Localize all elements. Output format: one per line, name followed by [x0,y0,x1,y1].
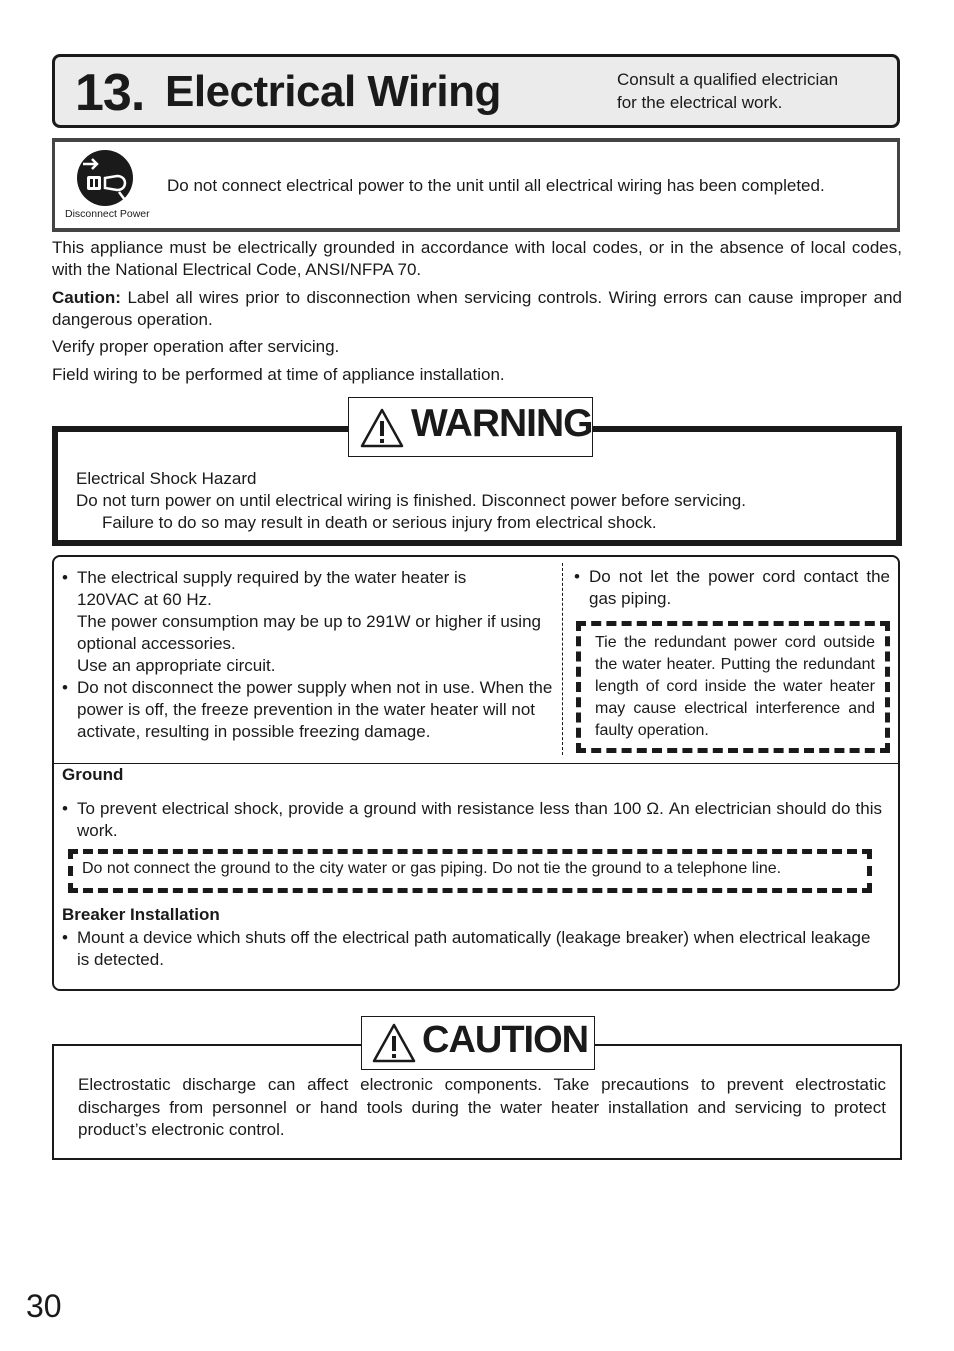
breaker-heading: Breaker Installation [62,905,220,924]
column-divider [562,563,563,755]
disconnect-power-icon [75,148,135,208]
disconnect-power-text: Do not connect electrical power to the unit until all electrical wiring has been completed. [167,176,825,195]
caution-text: Electrostatic discharge can affect electronic components. Take precautions to prevent electrostatic discharges from personnel or hand tools during the water heater installation and servicing to protect product’s electronic control. [78,1075,886,1139]
header-note-line1: Consult a qualified electrician [617,70,839,89]
ground-note-box [68,849,872,893]
page-number: 30 [26,1288,62,1324]
ground-bullet: • To prevent electrical shock, provide a ground with resistance less than 100 Ω. An electrician should do this work. [62,798,882,842]
ground-heading: Ground [62,765,124,784]
divider-line [54,763,898,764]
grounding-paragraph: This appliance must be electrically grounded in accordance with local codes, or in the absence of local codes, with the National Electrical Code, ANSI/NFPA 70. [52,238,902,279]
header-note-line2: for the electrical work. [617,93,783,112]
breaker-text-block [62,927,882,971]
section-header [52,54,900,128]
verify-paragraph: Verify proper operation after servicing. [52,337,340,356]
section-title: Electrical Wiring [165,67,501,116]
supply-line1: • The electrical supply required by the water heater is [77,568,467,587]
caution-word: CAUTION [422,1019,589,1061]
breaker-bullet: • Mount a device which shuts off the electrical path automatically (leakage breaker) when electrical leakage is detected. [62,927,882,971]
warning-line2: Do not turn power on until electrical wiring is finished. Disconnect power before servicing. [76,491,746,510]
warning-line1: Electrical Shock Hazard [76,469,257,488]
disconnect-supply-bullet: • Do not disconnect the power supply when not in use. When the power is off, the freeze prevention in the water heater will not activate, resulting in possible freezing damage. [62,677,560,743]
section-number: 13. [75,64,145,122]
supply-notes [62,567,560,743]
power-cord-note [574,566,890,610]
field-wiring-paragraph: Field wiring to be performed at time of appliance installation. [52,365,505,384]
power-cord-bullet: • Do not let the power cord contact the gas piping. [574,566,890,610]
redundant-cord-note-box [576,621,890,753]
supply-bullet [62,567,560,677]
warning-triangle-icon [359,407,405,449]
supply-line3: The power consumption may be up to 291W or higher if using optional accessories. [77,612,541,653]
electrical-info-box [52,555,900,991]
warning-text [76,468,746,534]
caution-paragraph [52,287,902,331]
caution-label [361,1016,595,1070]
ground-text-block [62,798,882,842]
supply-line4: Use an appropriate circuit. [77,656,276,675]
caution-inline-text: Label all wires prior to disconnection when servicing controls. Wiring errors can cause improper and dangerous operation. [52,288,902,329]
warning-line3: Failure to do so may result in death or serious injury from electrical shock. [102,513,657,532]
warning-label [348,397,593,457]
warning-word: WARNING [411,402,593,445]
caution-triangle-icon [371,1022,417,1064]
header-note [617,68,887,114]
disconnect-power-notice [52,138,900,232]
disconnect-power-caption: Disconnect Power [65,208,150,220]
supply-line2: 120VAC at 60 Hz. [77,590,212,609]
redundant-cord-note: Tie the redundant power cord outside the water heater. Putting the redundant length of cord inside the water heater may cause electrical interference and faulty operation. [595,634,875,739]
caution-inline-label: Caution: [52,288,121,307]
ground-note: Do not connect the ground to the city water or gas piping. Do not tie the ground to a telephone line. [82,860,782,877]
